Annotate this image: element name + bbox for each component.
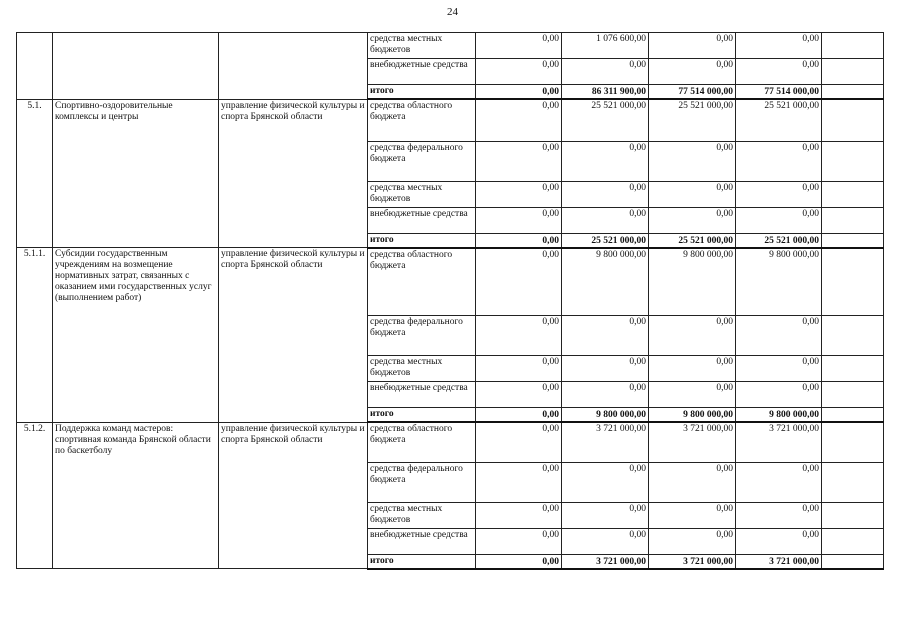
amount-cell-3: 0,00	[649, 382, 736, 408]
empty-cell	[822, 316, 884, 356]
empty-cell	[822, 422, 884, 462]
budget-table	[16, 32, 884, 570]
amount-cell-2: 0,00	[562, 528, 649, 554]
amount-cell-4: 0,00	[736, 382, 822, 408]
empty-cell	[822, 85, 884, 100]
amount-cell-3: 3 721 000,00	[649, 554, 736, 569]
amount-cell-2: 3 721 000,00	[562, 554, 649, 569]
funding-source-cell: внебюджетные средства	[368, 207, 476, 233]
amount-cell-1: 0,00	[476, 316, 562, 356]
amount-cell-1: 0,00	[476, 502, 562, 528]
funding-source-cell: средства местных бюджетов	[368, 502, 476, 528]
empty-cell	[822, 141, 884, 181]
empty-cell	[822, 207, 884, 233]
amount-cell-3: 0,00	[649, 141, 736, 181]
funding-source-cell: средства федерального бюджета	[368, 462, 476, 502]
amount-cell-3: 25 521 000,00	[649, 99, 736, 141]
amount-cell-3: 0,00	[649, 528, 736, 554]
empty-cell	[822, 356, 884, 382]
responsible-org-cell: управление физической культуры и спорта Брянской области	[219, 422, 368, 569]
amount-cell-1: 0,00	[476, 356, 562, 382]
empty-cell	[822, 33, 884, 59]
funding-source-cell: средства областного бюджета	[368, 248, 476, 316]
amount-cell-3: 0,00	[649, 181, 736, 207]
amount-cell-4: 25 521 000,00	[736, 99, 822, 141]
amount-cell-1: 0,00	[476, 85, 562, 100]
amount-cell-1: 0,00	[476, 422, 562, 462]
funding-source-cell: внебюджетные средства	[368, 382, 476, 408]
amount-cell-3: 0,00	[649, 33, 736, 59]
amount-cell-3: 0,00	[649, 316, 736, 356]
funding-source-cell: средства федерального бюджета	[368, 141, 476, 181]
amount-cell-2: 0,00	[562, 502, 649, 528]
amount-cell-4: 0,00	[736, 502, 822, 528]
amount-cell-4: 0,00	[736, 141, 822, 181]
amount-cell-1: 0,00	[476, 462, 562, 502]
amount-cell-1: 0,00	[476, 141, 562, 181]
empty-cell	[822, 181, 884, 207]
empty-cell	[822, 382, 884, 408]
amount-cell-2: 0,00	[562, 382, 649, 408]
empty-cell	[822, 99, 884, 141]
empty-cell	[822, 233, 884, 248]
funding-source-cell: средства местных бюджетов	[368, 33, 476, 59]
item-name-cell: Субсидии государственным учреждениям на возмещение нормативных затрат, связанных с оказанием ими государственных услуг (выполнением работ)	[53, 248, 219, 423]
funding-source-cell: итого	[368, 233, 476, 248]
empty-cell	[822, 528, 884, 554]
amount-cell-1: 0,00	[476, 233, 562, 248]
item-name-cell: Поддержка команд мастеров: спортивная команда Брянской области по баскетболу	[53, 422, 219, 569]
amount-cell-1: 0,00	[476, 382, 562, 408]
amount-cell-1: 0,00	[476, 181, 562, 207]
responsible-org-cell: управление физической культуры и спорта Брянской области	[219, 99, 368, 248]
funding-source-cell: итого	[368, 554, 476, 569]
amount-cell-1: 0,00	[476, 248, 562, 316]
table-row	[17, 248, 884, 316]
amount-cell-4: 0,00	[736, 33, 822, 59]
item-name-cell	[53, 33, 219, 100]
empty-cell	[822, 462, 884, 502]
amount-cell-2: 0,00	[562, 462, 649, 502]
amount-cell-4: 0,00	[736, 181, 822, 207]
amount-cell-1: 0,00	[476, 207, 562, 233]
amount-cell-1: 0,00	[476, 528, 562, 554]
amount-cell-4: 0,00	[736, 528, 822, 554]
amount-cell-4: 0,00	[736, 316, 822, 356]
amount-cell-2: 3 721 000,00	[562, 422, 649, 462]
amount-cell-2: 25 521 000,00	[562, 233, 649, 248]
amount-cell-3: 0,00	[649, 59, 736, 85]
funding-source-cell: внебюджетные средства	[368, 59, 476, 85]
item-code-cell: 5.1.1.	[17, 248, 53, 423]
funding-source-cell: средства областного бюджета	[368, 422, 476, 462]
funding-source-cell: итого	[368, 408, 476, 423]
amount-cell-2: 0,00	[562, 316, 649, 356]
amount-cell-1: 0,00	[476, 33, 562, 59]
amount-cell-2: 0,00	[562, 356, 649, 382]
funding-source-cell: средства местных бюджетов	[368, 181, 476, 207]
amount-cell-1: 0,00	[476, 408, 562, 423]
amount-cell-2: 25 521 000,00	[562, 99, 649, 141]
responsible-org-cell: управление физической культуры и спорта Брянской области	[219, 248, 368, 423]
amount-cell-2: 0,00	[562, 207, 649, 233]
amount-cell-3: 0,00	[649, 356, 736, 382]
amount-cell-2: 9 800 000,00	[562, 408, 649, 423]
table-row	[17, 33, 884, 59]
amount-cell-3: 0,00	[649, 462, 736, 502]
page-number: 24	[447, 6, 458, 18]
item-name-cell: Спортивно-оздоровительные комплексы и центры	[53, 99, 219, 248]
empty-cell	[822, 502, 884, 528]
table-row	[17, 422, 884, 462]
amount-cell-2: 1 076 600,00	[562, 33, 649, 59]
amount-cell-3: 9 800 000,00	[649, 408, 736, 423]
amount-cell-4: 77 514 000,00	[736, 85, 822, 100]
amount-cell-2: 0,00	[562, 181, 649, 207]
amount-cell-3: 77 514 000,00	[649, 85, 736, 100]
amount-cell-4: 25 521 000,00	[736, 233, 822, 248]
amount-cell-1: 0,00	[476, 59, 562, 85]
amount-cell-2: 0,00	[562, 141, 649, 181]
amount-cell-4: 3 721 000,00	[736, 422, 822, 462]
funding-source-cell: итого	[368, 85, 476, 100]
amount-cell-3: 3 721 000,00	[649, 422, 736, 462]
table-row	[17, 99, 884, 141]
amount-cell-2: 0,00	[562, 59, 649, 85]
amount-cell-4: 9 800 000,00	[736, 248, 822, 316]
amount-cell-1: 0,00	[476, 99, 562, 141]
empty-cell	[822, 248, 884, 316]
funding-source-cell: средства областного бюджета	[368, 99, 476, 141]
responsible-org-cell	[219, 33, 368, 100]
amount-cell-4: 9 800 000,00	[736, 408, 822, 423]
amount-cell-4: 3 721 000,00	[736, 554, 822, 569]
amount-cell-4: 0,00	[736, 59, 822, 85]
funding-source-cell: средства местных бюджетов	[368, 356, 476, 382]
empty-cell	[822, 59, 884, 85]
amount-cell-2: 86 311 900,00	[562, 85, 649, 100]
item-code-cell	[17, 33, 53, 100]
funding-source-cell: внебюджетные средства	[368, 528, 476, 554]
amount-cell-3: 0,00	[649, 502, 736, 528]
amount-cell-4: 0,00	[736, 207, 822, 233]
funding-source-cell: средства федерального бюджета	[368, 316, 476, 356]
empty-cell	[822, 408, 884, 423]
amount-cell-1: 0,00	[476, 554, 562, 569]
amount-cell-4: 0,00	[736, 356, 822, 382]
amount-cell-3: 0,00	[649, 207, 736, 233]
amount-cell-4: 0,00	[736, 462, 822, 502]
amount-cell-3: 25 521 000,00	[649, 233, 736, 248]
empty-cell	[822, 554, 884, 569]
amount-cell-3: 9 800 000,00	[649, 248, 736, 316]
amount-cell-2: 9 800 000,00	[562, 248, 649, 316]
item-code-cell: 5.1.2.	[17, 422, 53, 569]
item-code-cell: 5.1.	[17, 99, 53, 248]
